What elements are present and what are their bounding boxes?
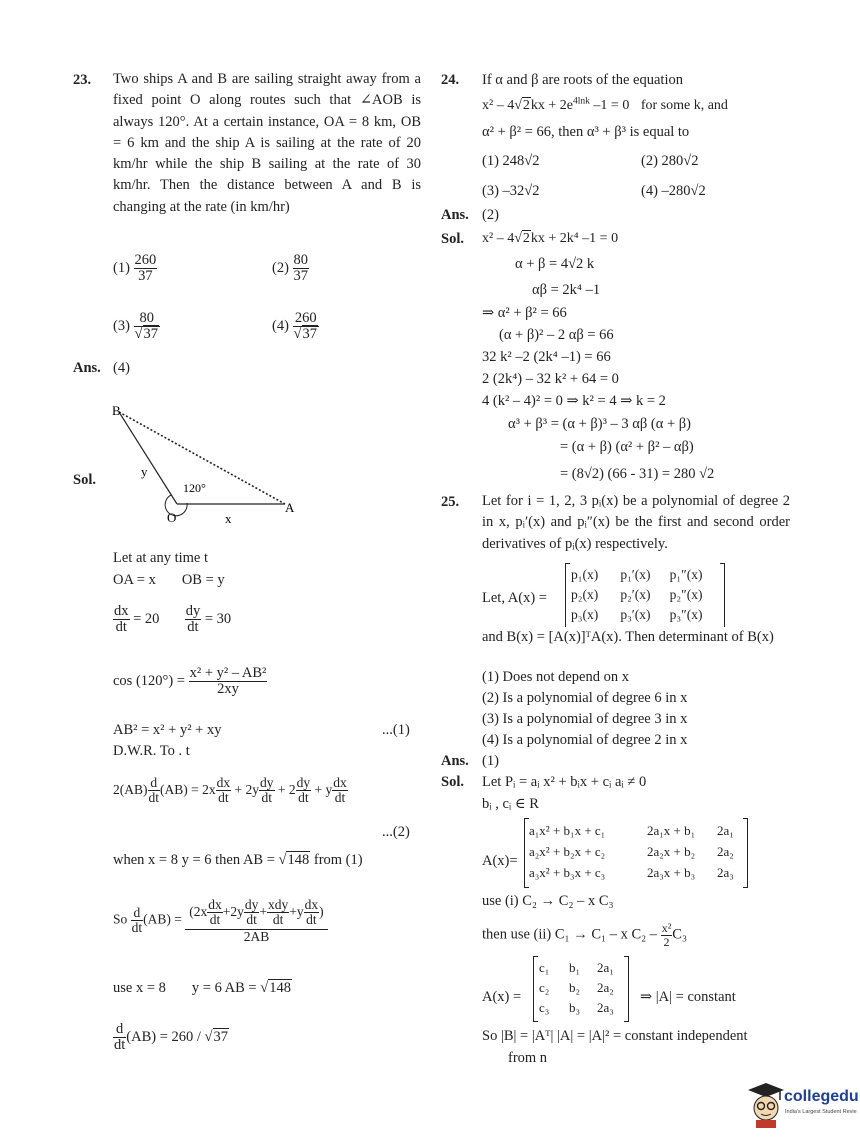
option-4: (4) $\frac{260}{√37}$ — [272, 310, 318, 343]
point-o-label: O — [167, 510, 177, 525]
sol-step: ⇒ α² + β² = 66 — [482, 305, 567, 321]
sol-step: (α + β)² – 2 αβ = 66 — [499, 327, 614, 343]
student-mascot-icon — [744, 1080, 784, 1128]
side-x-label: x — [225, 511, 232, 526]
segment-ob — [119, 412, 177, 504]
brand-tagline: India's Largest Student Revie — [785, 1109, 857, 1115]
point-b-label: B — [112, 403, 121, 418]
sol-line: Let at any time t — [113, 550, 209, 566]
question-number: 24. — [441, 72, 460, 88]
solution-label: Sol. — [441, 231, 464, 247]
question-number: 23. — [73, 72, 92, 88]
option-3: (3) $\frac{80}{√37}$ — [113, 310, 159, 343]
matrix-ax-reduced: c₁ b₁ 2a₁ c₂ b₂ 2a₂ c₃ b₃ 2a₃ — [533, 956, 629, 1022]
answer-value: (2) — [482, 207, 499, 223]
answer-value: (4) — [113, 360, 130, 376]
sol-step: 32 k² –2 (2k⁴ –1) = 66 — [482, 349, 611, 365]
sol-step: α + β = 4√2 k — [515, 256, 595, 272]
quadratic-equation: $x^2 - 4√2kx + 2e^{4lnk}$ –1 = 0 for some k, and — [482, 96, 728, 113]
matrix-ax: a₁x² + b₁x + c₁ 2a₁x + b₁ 2a₁ a₂x² + b₂x + c₂ 2a₂x + b₂ 2a₂ a₃x² + b₃x + c₃ 2a₃x + b₃ 2a₃ — [524, 818, 748, 888]
option-2: (2) 280√2 — [641, 153, 699, 169]
question-number: 25. — [441, 494, 460, 510]
column-op-2: then use (ii) C₁ → C₁ – x C₂ – $\frac{\text{x²}}{2}$ C₃ — [482, 921, 688, 949]
option-4: (4) –280√2 — [641, 183, 706, 199]
use-values: use x = 8 y = 6 AB = √148 — [113, 980, 291, 996]
sol-final: So |B| = |Aᵀ| |A| = |A|² = constant independent — [482, 1028, 748, 1044]
brand-name: collegedu — [784, 1088, 859, 1105]
option-2: (2) Is a polynomial of degree 6 in x — [482, 690, 688, 706]
sol-step: = (8√2) (66 - 31) = 280 √2 — [560, 466, 715, 482]
sol-step: αβ = 2k⁴ –1 — [532, 282, 601, 298]
sol-line: bᵢ , cᵢ ∈ R — [482, 796, 539, 812]
sol-line: Let Pᵢ = aᵢ x² + bᵢx + cᵢ aᵢ ≠ 0 — [482, 774, 647, 790]
option-4: (4) Is a polynomial of degree 2 in x — [482, 732, 688, 748]
option-label: (3) — [113, 318, 130, 335]
question-text: Two ships A and B are sailing straight away from a fixed point O along routes such that ∠AOB is always 120°. At a certain instance, OA = 8 km, OB = 6 km and the ship A is sailing at the rate of 20 km/hr while the ship B sailing at the rate of 30 km/hr. Then the distance between A and B is changing at the rate (in km/hr) — [113, 71, 421, 215]
point-a-label: A — [285, 500, 295, 515]
question-text: Let for i = 1, 2, 3 pᵢ(x) be a polynomial of degree 2 in x, pᵢ′(x) and pᵢ″(x) be the first and second order derivatives of pᵢ(x) respectively. — [482, 493, 790, 552]
sol-final: from n — [508, 1050, 548, 1066]
sol-equation: x² – 4√2kx + 2k⁴ –1 = 0 — [482, 231, 619, 246]
column-op-1: use (i) C₂ → C₂ – x C₃ — [482, 893, 614, 909]
question-text: If α and β are roots of the equation — [482, 72, 683, 88]
brand-logo — [744, 1080, 859, 1130]
option-3: (3) –32√2 — [482, 183, 540, 199]
side-y-label: y — [141, 464, 148, 479]
cosine-rule: cos (120°) = $\frac{\text{x² + y² – AB²}}{2xy}$ — [113, 665, 267, 698]
answer-label: Ans. — [73, 360, 101, 376]
ax2-label: A(x) = — [482, 989, 522, 1005]
solution-label: Sol. — [73, 472, 96, 488]
equation-ref: ...(1) — [382, 722, 410, 738]
ab-squared: AB² = x² + y² + xy — [113, 722, 222, 738]
solution-label: Sol. — [441, 774, 464, 790]
question-text: α² + β² = 66, then α³ + β³ is equal to — [482, 124, 690, 140]
sol-step: 2 (2k⁴) – 32 k² + 64 = 0 — [482, 371, 619, 387]
let-a-label: Let, A(x) = — [482, 590, 547, 606]
option-label: (4) — [272, 318, 289, 335]
derivative-equation: 2(AB) $\frac{d}{dt}$ (AB) = 2x $\frac{dx}{dt}$ + 2y $\frac{dy}{dt}$ + 2 $\frac{dy}{dt}$ + y $\frac{dx}{dt}$ — [113, 775, 347, 806]
triangle-diagram — [105, 400, 305, 530]
equation-ref: ...(2) — [382, 824, 410, 840]
answer-value: (1) — [482, 753, 499, 769]
final-result: $\frac{d}{dt}$ (AB) = 260 / √37 — [114, 1021, 229, 1054]
option-3: (3) Is a polynomial of degree 3 in x — [482, 711, 688, 727]
answer-label: Ans. — [441, 753, 469, 769]
matrix-a: p₁(x) p₁′(x) p₁″(x) p₂(x) p₂′(x) p₂″(x) p₃(x) p₃′(x) p₃″(x) — [565, 563, 725, 629]
bx-definition: and B(x) = [A(x)]ᵀA(x). Then determinant of B(x) — [482, 627, 792, 648]
option-2: (2) $\frac{80}{37}$ — [272, 252, 309, 285]
answer-label: Ans. — [441, 207, 469, 223]
substitution-line: when x = 8 y = 6 then AB = √148 from (1) — [113, 852, 363, 868]
sol-step: = (α + β) (α² + β² – αβ) — [560, 439, 694, 455]
dwr-line: D.W.R. To . t — [113, 743, 190, 759]
option-1: (1) $\frac{260}{37}$ — [113, 252, 157, 285]
constant-note: ⇒ |A| = constant — [640, 989, 736, 1005]
angle-label: 120° — [183, 481, 206, 495]
rate-equations: $\frac{dx}{dt}$ = 20 $\frac{dy}{dt}$ = 30 — [114, 603, 232, 636]
option-1: (1) Does not depend on x — [482, 669, 629, 685]
sol-step: 4 (k² – 4)² = 0 ⇒ k² = 4 ⇒ k = 2 — [482, 393, 666, 409]
option-1: (1) 248√2 — [482, 153, 540, 169]
sol-step: α³ + β³ = (α + β)³ – 3 αβ (α + β) — [508, 416, 691, 432]
option-label: (2) — [272, 260, 289, 277]
option-label: (1) — [113, 260, 130, 277]
ax-label: A(x)= — [482, 853, 518, 869]
so-equation: So $\frac{d}{dt}$ (AB) = (2x $\frac{dx}{dt}$ +2y $\frac{dy}{dt}$ + $\frac{\text{xdy}}{dt}$ +y $\frac{dx}{dt}$ ) 2AB — [113, 896, 328, 945]
sol-line: OA = x OB = y — [113, 572, 225, 588]
